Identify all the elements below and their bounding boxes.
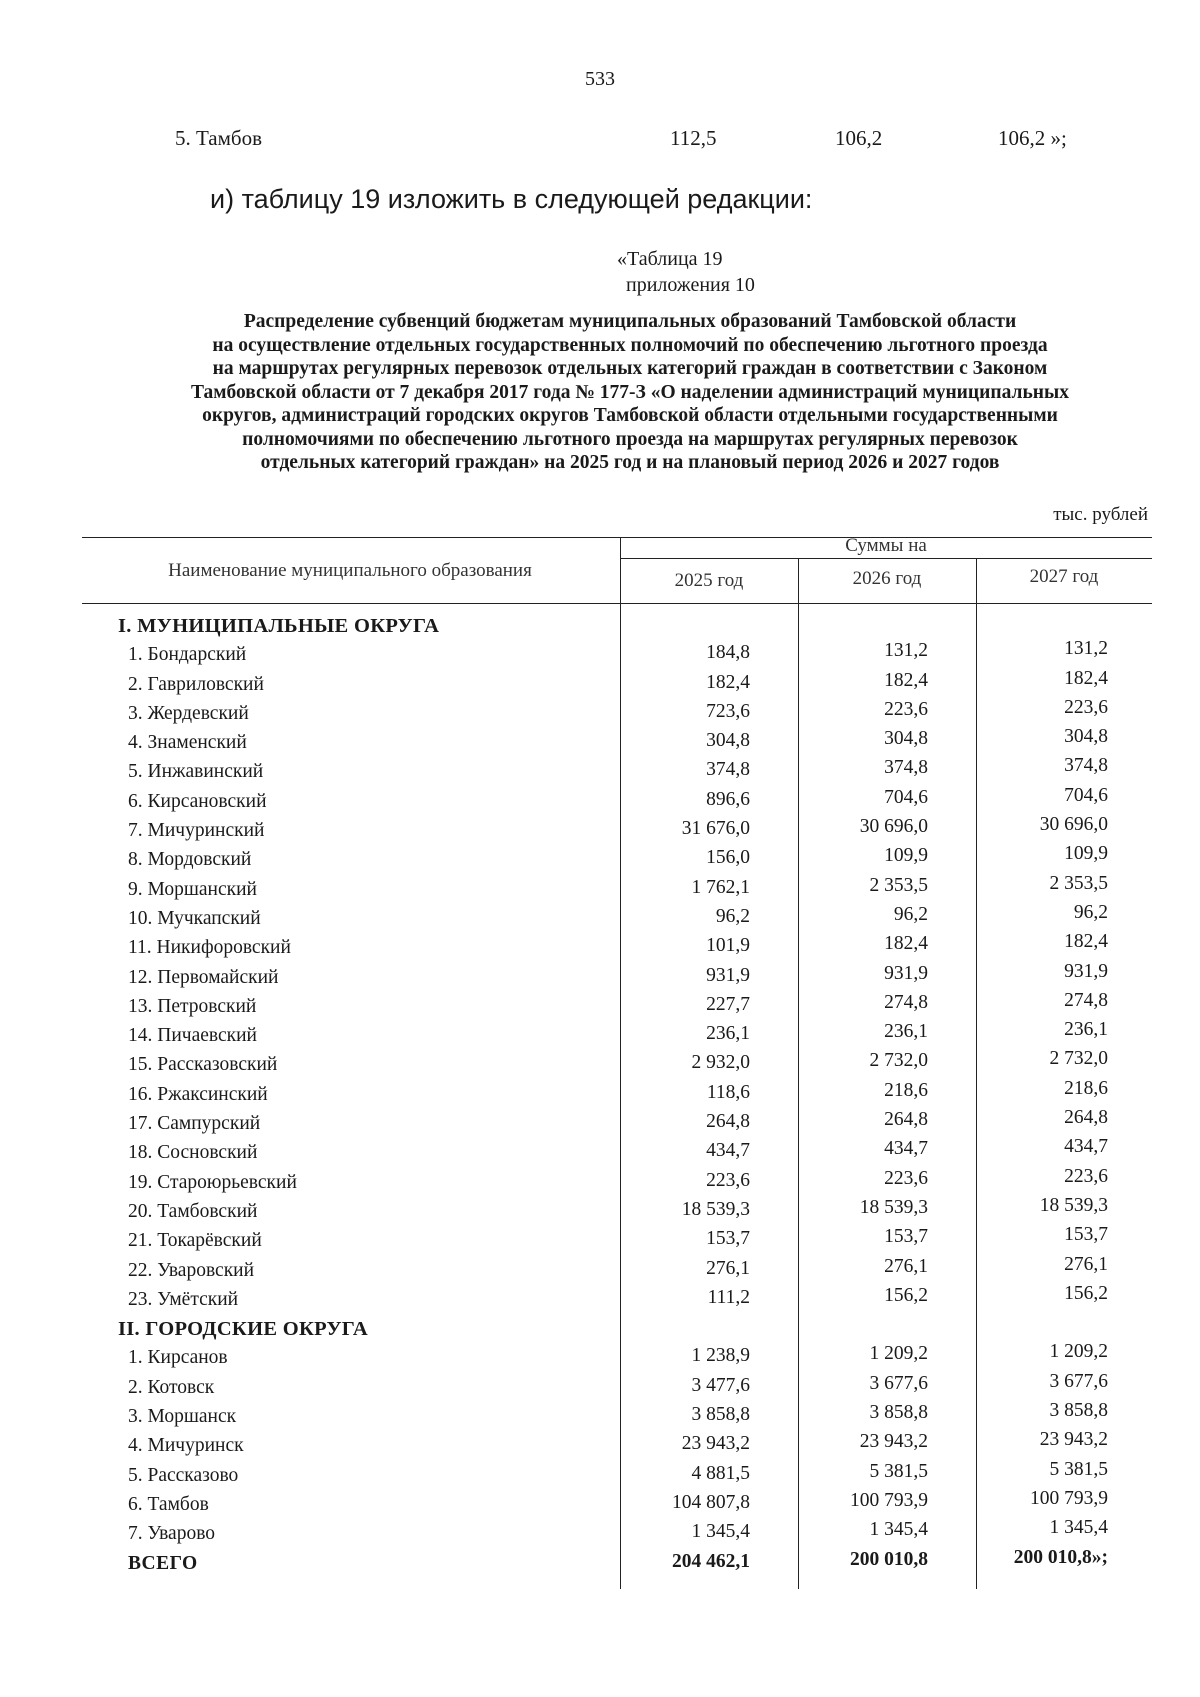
amount-2026: 931,9 [884,962,928,984]
amount-2025: 1 238,9 [691,1345,750,1367]
amount-2025: 896,6 [706,788,750,810]
section-title: II. ГОРОДСКИЕ ОКРУГА [118,1318,369,1341]
municipality-name: 13. Петровский [128,995,257,1017]
amount-2027: 30 696,0 [1039,814,1108,836]
amount-2026: 223,6 [884,698,928,720]
municipality-name: 2. Гавриловский [128,673,264,695]
amount-2027: 96,2 [1073,901,1108,923]
table-row [0,1342,1200,1371]
municipality-name: 3. Жердевский [128,702,249,724]
amount-2026: 30 696,0 [859,816,928,838]
municipality-name: 16. Ржаксинский [128,1083,268,1105]
amount-2027: 3 858,8 [1049,1400,1108,1422]
table-row [0,1372,1200,1401]
table-row [0,1020,1200,1049]
amount-2027: 434,7 [1064,1136,1108,1158]
previous-row-2027: 106,2 »; [998,126,1067,150]
amount-2026: 704,6 [884,786,928,808]
amount-2027: 2 353,5 [1049,872,1108,894]
municipality-name: 1. Бондарский [128,644,247,666]
amount-2025: 18 539,3 [681,1198,750,1220]
amount-2027: 274,8 [1064,989,1108,1011]
amount-2025: 104 807,8 [672,1491,750,1513]
amendment-instruction: и) таблицу 19 изложить в следующей редакции: [210,184,813,214]
table-row [0,991,1200,1020]
amount-2025: 182,4 [706,671,750,693]
table-row [0,1401,1200,1430]
amount-2025: 374,8 [706,759,750,781]
table-row [0,1079,1200,1108]
amount-2025: 434,7 [706,1140,750,1162]
header-bottom-rule [82,603,1152,604]
title-line: на осуществление отдельных государственных полномочий по обеспечению льготного проезда [212,334,1048,356]
previous-row-2026: 106,2 [835,126,883,150]
amount-2025: 118,6 [706,1081,750,1103]
amount-2026: 96,2 [893,903,928,925]
amount-2027: 223,6 [1064,1165,1108,1187]
previous-row-name: 5. Тамбов [175,126,263,150]
amount-2026: 2 732,0 [869,1050,928,1072]
municipality-name: 3. Моршанск [128,1406,237,1428]
amount-2025: 23 943,2 [681,1433,750,1455]
municipality-name: 1. Кирсанов [128,1347,228,1369]
amount-2027: 3 677,6 [1049,1370,1108,1392]
amount-2026: 1 209,2 [869,1343,928,1365]
municipality-name: 11. Никифоровский [128,937,291,959]
table-row [0,1255,1200,1284]
amount-2025: 156,0 [706,847,750,869]
amount-2025: 111,2 [707,1286,750,1308]
amount-2026: 3 677,6 [869,1372,928,1394]
amount-2026: 200 010,8 [850,1548,928,1570]
municipality-name: 22. Уваровский [128,1259,255,1281]
municipality-name: 9. Моршанский [128,878,257,900]
amount-2027: 223,6 [1064,696,1108,718]
municipality-name: 20. Тамбовский [128,1200,258,1222]
table-row [0,1108,1200,1137]
table-row [0,1284,1200,1313]
amount-2025: 153,7 [706,1228,750,1250]
municipality-name: 5. Рассказово [128,1464,239,1486]
amount-2027: 931,9 [1064,960,1108,982]
table-row [0,932,1200,961]
municipality-name: 21. Токарёвский [128,1230,262,1252]
amount-2026: 304,8 [884,728,928,750]
amount-2027: 1 345,4 [1049,1517,1108,1539]
amount-2025: 1 762,1 [691,876,750,898]
amount-2026: 434,7 [884,1138,928,1160]
sums-divider-rule [620,558,1152,559]
table-row [0,844,1200,873]
amount-2026: 274,8 [884,991,928,1013]
municipality-name: 4. Мичуринск [128,1435,244,1457]
amount-2025: 96,2 [715,905,750,927]
units-label: тыс. рублей [1053,504,1148,525]
amount-2026: 223,6 [884,1167,928,1189]
amount-2026: 23 943,2 [859,1431,928,1453]
table-row [0,669,1200,698]
municipality-name: 8. Мордовский [128,849,252,871]
amount-2025: 31 676,0 [681,818,750,840]
municipality-name: 17. Сампурский [128,1113,261,1135]
amount-2025: 3 477,6 [691,1374,750,1396]
amount-2025: 1 345,4 [691,1521,750,1543]
amount-2027: 264,8 [1064,1107,1108,1129]
amount-2027: 276,1 [1064,1253,1108,1275]
amount-2025: 3 858,8 [691,1404,750,1426]
table-reference-line1: «Таблица 19 [617,248,723,270]
table-reference-line2: приложения 10 [626,274,755,296]
amount-2027: 5 381,5 [1049,1458,1108,1480]
page-number: 533 [585,68,615,90]
table-title [100,310,1160,475]
amount-2025: 184,8 [706,642,750,664]
table-row [0,1518,1200,1547]
amount-2026: 182,4 [884,669,928,691]
amount-2025: 2 932,0 [691,1052,750,1074]
section-header-row [0,1313,1200,1342]
table-row [0,786,1200,815]
amount-2026: 18 539,3 [859,1196,928,1218]
municipality-name: 2. Котовск [128,1376,215,1398]
amount-2025: 101,9 [706,935,750,957]
amount-2027: 200 010,8»; [1013,1546,1108,1568]
header-year-2025: 2025 год [674,570,744,591]
amount-2027: 304,8 [1064,726,1108,748]
amount-2026: 182,4 [884,933,928,955]
amount-2025: 723,6 [706,700,750,722]
amount-2026: 100 793,9 [850,1489,928,1511]
amount-2027: 156,2 [1064,1282,1108,1304]
amount-2026: 1 345,4 [869,1519,928,1541]
amount-2026: 153,7 [884,1226,928,1248]
amount-2027: 1 209,2 [1049,1341,1108,1363]
total-row [0,1548,1200,1577]
municipality-name: 6. Кирсановский [128,790,267,812]
amount-2027: 182,4 [1064,931,1108,953]
table-row [0,727,1200,756]
table-row [0,962,1200,991]
title-line: отдельных категорий граждан» на 2025 год и на плановый период 2026 и 2027 годов [260,452,1000,473]
amount-2025: 304,8 [706,730,750,752]
amount-2027: 236,1 [1064,1019,1108,1041]
table-row [0,903,1200,932]
municipality-name: 14. Пичаевский [128,1025,257,1047]
amount-2027: 374,8 [1064,755,1108,777]
amount-2026: 5 381,5 [869,1460,928,1482]
amount-2025: 236,1 [706,1023,750,1045]
title-line: округов, администраций городских округов Тамбовской области отдельными государственными [202,405,1058,426]
amount-2026: 276,1 [884,1255,928,1277]
table-row [0,1225,1200,1254]
municipality-name: 6. Тамбов [128,1493,209,1515]
municipality-name: 4. Знаменский [128,732,247,754]
table-row [0,756,1200,785]
table-row [0,1196,1200,1225]
amount-2027: 109,9 [1064,843,1108,865]
header-year-2026: 2026 год [852,568,922,589]
table-row [0,639,1200,668]
municipality-name: 18. Сосновский [128,1142,258,1164]
table-row [0,698,1200,727]
municipality-name: 19. Староюрьевский [128,1171,297,1193]
municipality-name: 7. Мичуринский [128,820,265,842]
title-line: Распределение субвенций бюджетам муниципальных образований Тамбовской области [243,311,1017,332]
amount-2026: 156,2 [884,1284,928,1306]
amount-2027: 218,6 [1064,1077,1108,1099]
table-row [0,874,1200,903]
amount-2027: 704,6 [1064,784,1108,806]
amount-2026: 109,9 [884,845,928,867]
municipality-name: 7. Уварово [128,1523,216,1545]
title-line: Тамбовской области от 7 декабря 2017 года № 177-З «О наделении администраций муниципальных [190,381,1070,403]
header-year-2027: 2027 год [1029,566,1099,587]
title-line: полномочиями по обеспечению льготного проезда на маршрутах регулярных перевозок [242,428,1018,450]
table-row [0,1430,1200,1459]
amount-2027: 153,7 [1064,1224,1108,1246]
amount-2026: 374,8 [884,757,928,779]
municipality-name: 23. Умётский [128,1288,239,1310]
section-title: I. МУНИЦИПАЛЬНЫЕ ОКРУГА [118,615,440,637]
amount-2026: 218,6 [884,1079,928,1101]
table-row [0,815,1200,844]
municipality-name: 10. Мучкапский [128,907,261,929]
section-header-row [0,610,1200,639]
previous-row-2025: 112,5 [670,126,717,150]
amount-2027: 182,4 [1064,667,1108,689]
table-row [0,1167,1200,1196]
table-body [0,610,1200,1577]
title-line: на маршрутах регулярных перевозок отдельных категорий граждан в соответствии с Законом [212,358,1048,379]
amount-2026: 236,1 [884,1021,928,1043]
table-row [0,1137,1200,1166]
municipality-name: ВСЕГО [128,1552,198,1574]
amount-2025: 223,6 [706,1169,750,1191]
amount-2027: 100 793,9 [1030,1487,1108,1509]
table-row [0,1460,1200,1489]
amount-2025: 276,1 [706,1257,750,1279]
header-name-column: Наименование муниципального образования [168,560,532,581]
amount-2027: 2 732,0 [1049,1048,1108,1070]
amount-2025: 227,7 [706,993,750,1015]
amount-2026: 131,2 [884,640,928,662]
amount-2027: 23 943,2 [1039,1429,1108,1451]
amount-2027: 18 539,3 [1039,1194,1108,1216]
amount-2026: 2 353,5 [869,874,928,896]
amount-2025: 204 462,1 [672,1550,750,1572]
municipality-name: 12. Первомайский [128,966,279,988]
table-row [0,1049,1200,1078]
amount-2027: 131,2 [1064,638,1108,660]
amount-2026: 264,8 [884,1109,928,1131]
amount-2025: 264,8 [706,1111,750,1133]
table-row [0,1489,1200,1518]
municipality-name: 5. Инжавинский [128,761,264,783]
municipality-name: 15. Рассказовский [128,1054,278,1076]
header-sums-on: Суммы на [845,535,927,556]
amount-2025: 4 881,5 [691,1462,750,1484]
amount-2026: 3 858,8 [869,1402,928,1424]
amount-2025: 931,9 [706,964,750,986]
